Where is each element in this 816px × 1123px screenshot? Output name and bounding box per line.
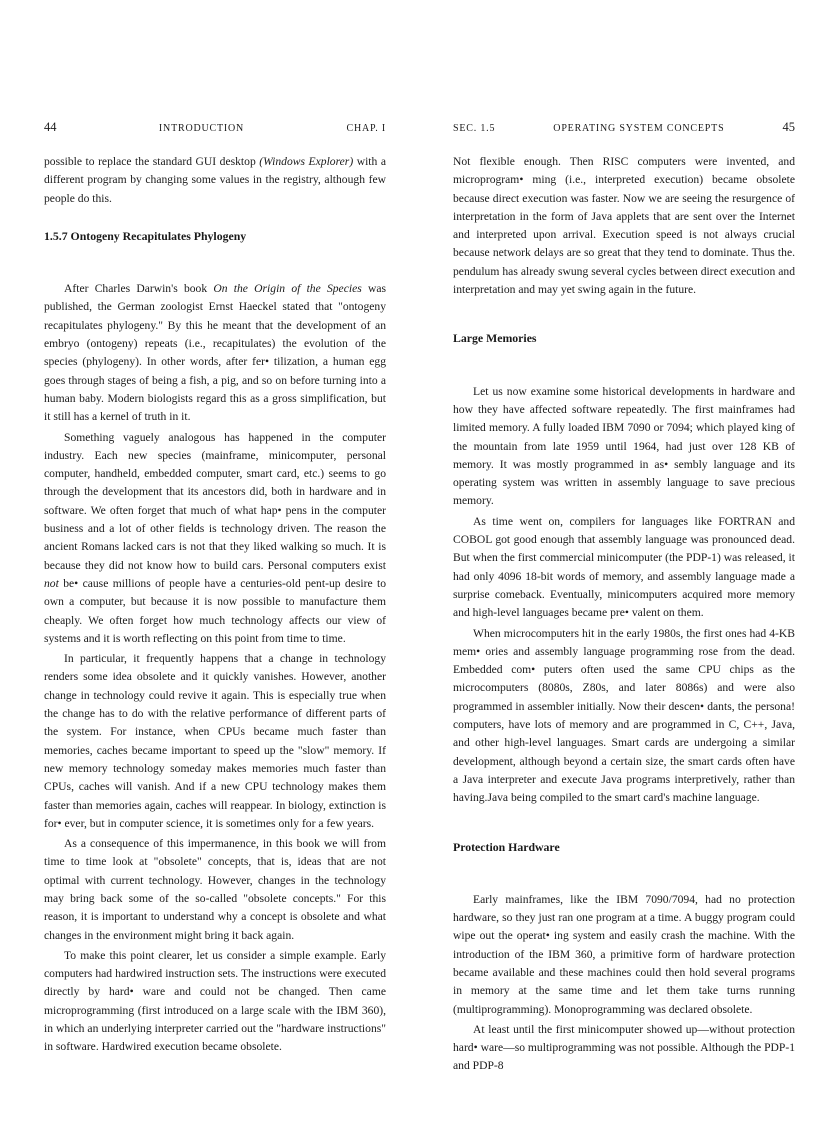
subsection-heading-protection-hardware: Protection Hardware bbox=[453, 839, 560, 854]
intro-paragraph: possible to replace the standard GUI desktop (Windows Explorer) with a different program by changing some values in the registry, although few people do this. bbox=[44, 155, 386, 205]
section-title: OPERATING SYSTEM CONCEPTS bbox=[553, 123, 725, 134]
section-heading: 1.5.7 Ontogeny Recapitulates Phylogeny bbox=[44, 228, 247, 243]
protection-paragraph-2: At least until the first minicomputer showed up—without protection hard• ware—so multiprogramming was not possible. Although the PDP-1 and PDP-8 bbox=[453, 1022, 795, 1073]
right-page bbox=[453, 118, 795, 1076]
right-page-header bbox=[453, 118, 795, 136]
chapter-title: INTRODUCTION bbox=[158, 123, 245, 134]
emphasis: not bbox=[44, 576, 59, 590]
left-page bbox=[44, 118, 386, 1057]
paragraph-5: To make this point clearer, let us consider a simple example. Early computers had hardwired instruction sets. The instructions were executed directly by hard• ware and could not be changed. Then came microprogramming (first introduced on a large scale with the IBM 360), in which an underlying interpreter carried out the "hardware instructions" in software. Hardwired execution became obsolete. bbox=[44, 948, 386, 1054]
paragraph-3: In particular, it frequently happens that a change in technology renders some idea obsolete and it quickly vanishes. However, another change in technology could revive it again. This is especially true when the change has to do with the relative performance of different parts of the system. For instance, when CPUs became much faster than memories, caches became important to speed up the "slow" memory. If new memory technology someday makes memories much faster than CPUs, caches will vanish. And if a new CPU technology makes them faster than memories again, caches will reappear. In biology, extinction is for• ever, but in computer science, it is sometimes only for a few years. bbox=[44, 652, 386, 830]
page-number: 44 bbox=[44, 120, 57, 134]
protection-paragraph-1: Early mainframes, like the IBM 7090/7094, had no protection hardware, so they just ran one program at a time. A buggy program could wipe out the operat• ing system and easily crash the machine. With the introduction of the IBM 360, a primitive form of hardware protection became available and these machines could then hold several programs in memory at the same time and let them take turns running (multiprogramming). Monoprogramming was declared obsolete. bbox=[453, 892, 795, 1016]
chapter-label: CHAP. I bbox=[346, 123, 386, 134]
section-label: SEC. 1.5 bbox=[453, 123, 496, 134]
paragraph-1: After Charles Darwin's book On the Origin of the Species was published, the German zoologist Ernst Haeckel stated that "ontogeny recapitulates phylogeny." By this he meant that the development of an embryo (ontogeny) repeats (i.e., recapitulates) the evolution of the species (phylogeny). In other words, after fer• tilization, a human egg goes through stages of being a fish, a pig, and so on before turning into a human baby. Modern biologists regard this as a gross simplification, but it still has a kernel of truth in it. bbox=[44, 282, 386, 424]
book-title: On the Origin of the Species bbox=[213, 282, 362, 296]
memories-paragraph-2: As time went on, compilers for languages like FORTRAN and COBOL got good enough that assembly language was pronounced dead. But when the first commercial minicomputer (the PDP-1) was released, it had only 4096 18-bit words of memory, and assembly language made a surprise comeback. Eventually, minicomputers acquired more memory and high-level languages became pre• valent on them. bbox=[453, 514, 795, 620]
subsection-heading-large-memories: Large Memories bbox=[453, 331, 537, 346]
page-number: 45 bbox=[782, 120, 795, 134]
left-page-header bbox=[44, 118, 386, 136]
paragraph-4: As a consequence of this impermanence, in this book we will from time to time look at "obsolete" concepts, that is, ideas that are not optimal with current technology. However, changes in the technology may bring back some of the so-called "obsolete concepts." For this reason, it is important to understand why a concept is obsolete and what changes in the environment might bring it back again. bbox=[44, 837, 386, 942]
paragraph-2: Something vaguely analogous has happened in the computer industry. Each new species (mainframe, minicomputer, personal computer, handheld, embedded computer, smart card, etc.) seems to go through the development that its ancestors did, both in hardware and in software. We often forget that much of what hap• pens in the computer business and a lot of other fields is technology driven. The reason the ancient Romans lacked cars is not that they liked walking so much. It is because they did not know how to build cars. Personal computers exist not be• cause millions of people have a centuries-old pent-up desire to own a computer, but because it is now possible to manufacture them cheaply. We often forget how much technology affects our view of systems and it is worth reflecting on this point from time to time. bbox=[44, 430, 386, 645]
memories-paragraph-1: Let us now examine some historical developments in hardware and how they have affected software repeatedly. The first mainframes had limited memory. A fully loaded IBM 7090 or 7094; which played king of the mountain from late 1959 until 1964, had just over 128 KB of memory. It was mostly programmed in as• sembly language and its operating system was written in assembly language to save precious memory. bbox=[453, 384, 795, 508]
memories-paragraph-3: When microcomputers hit in the early 1980s, the first ones had 4-KB mem• ories and assembly language programming rose from the dead. Embedded com• puters often used the same CPU chips as the microcomputers (8080s, Z80s, and later 8086s) and were also programmed in assembler initially. Now their descen• dants, the persona! computers, have lots of memory and are programmed in C, C++, Java, and other high-level languages. Smart cards are undergoing a similar development, although beyond a certain size, the smart cards often have a Java interpreter and execute Java programs interpretively, rather than having.Java being compiled to the smart card's machine language. bbox=[453, 626, 795, 805]
continued-paragraph: Not flexible enough. Then RISC computers were invented, and microprogram• ming (i.e., interpreted execution) became obsolete because direct execution was faster. Now we are seeing the resurgence of interpretation in the form of Java applets that are sent over the Internet and interpreted upon arrival. Execution speed is not always crucial because network delays are so great that they tend to dominate. Thus the. pendulum has already swung several cycles between direct execution and interpretation and may yet swing again in the future. bbox=[453, 155, 795, 297]
emphasis: (Windows Explorer) bbox=[259, 155, 354, 168]
